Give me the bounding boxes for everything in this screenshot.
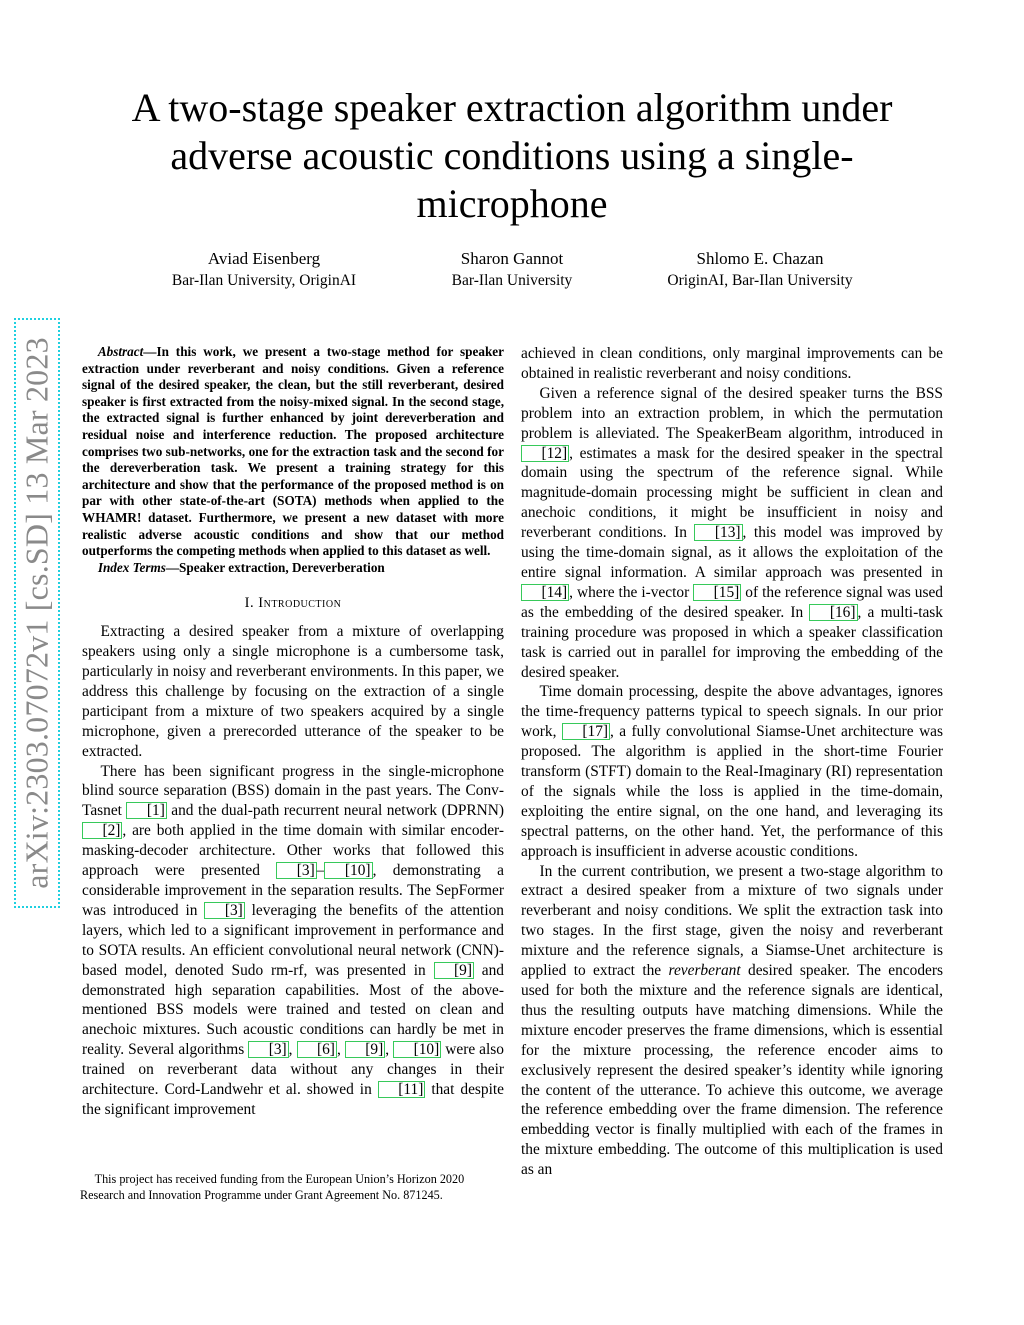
citation-link[interactable]: [12] bbox=[521, 445, 569, 462]
text-run: Given a reference signal of the desired speaker turns the BSS problem into an extraction problem, in which the permutation problem is alleviated. The SpeakerBeam algorithm, introduced in bbox=[521, 384, 943, 442]
text-run: , a multi-task training procedure was proposed in which a speaker classification task is carried out in parallel for improving the embedding of the desired speaker. bbox=[521, 603, 943, 681]
arxiv-id[interactable]: arXiv:2303.07072v1 [cs.SD] 13 Mar 2023 bbox=[18, 337, 55, 889]
citation-link[interactable]: [9] bbox=[345, 1041, 385, 1058]
text-run: , estimates a mask for the desired speaker in the spectral domain using the spectrum of the reference signal. While magnitude-domain processing might be sufficient in clean and anechoic conditions, it might be insufficient in noisy and reverberant conditions. In bbox=[521, 444, 943, 542]
right-paragraph-2 bbox=[521, 384, 943, 683]
text-run: , bbox=[385, 1041, 394, 1059]
author-affiliation: OriginAI, Bar-Ilan University bbox=[667, 272, 853, 289]
text-run: , where the i-vector bbox=[569, 583, 694, 601]
text-run: There has been significant progress in the single-microphone blind source separation (BSS) domain in the past years. The Conv-Tasnet bbox=[82, 762, 504, 820]
author-name: Sharon Gannot bbox=[460, 249, 564, 268]
section-number: I. bbox=[244, 595, 255, 612]
left-column bbox=[82, 344, 504, 1120]
citation-link[interactable]: [9] bbox=[434, 962, 474, 979]
author-name: Aviad Eisenberg bbox=[207, 249, 321, 268]
intro-paragraph-2 bbox=[82, 762, 504, 1120]
text-run: were also trained on reverberant data without any changes in their architecture. Cord-Landwehr et al. showed in bbox=[82, 1041, 504, 1099]
citation-link[interactable]: [3] bbox=[276, 862, 316, 879]
citation-link[interactable]: [11] bbox=[378, 1081, 426, 1098]
text-run: that despite the significant improvement bbox=[82, 1081, 504, 1118]
index-terms-text: —Speaker extraction, Dereverberation bbox=[165, 559, 385, 575]
text-run: of the reference signal was used as the embedding of the desired speaker. In bbox=[521, 583, 943, 621]
author-affiliation: Bar-Ilan University bbox=[451, 272, 573, 289]
text-run: , are both applied in the time domain with similar encoder-masking-decoder architecture. Other works that followed this approach were presented bbox=[82, 822, 504, 880]
arxiv-stamp[interactable] bbox=[14, 318, 60, 908]
citation-link[interactable]: [10] bbox=[393, 1041, 441, 1058]
text-run: desired speaker. The encoders used for both the mixture and the reference signals are identical, thus the resulting outputs have matching dimensions. While the mixture encoder preserves the frame dimensions, which is essential for the mixture processing, the reference encoder aims to exclusively represent the desired speaker’s identity while ignoring the content of the utterance. To achieve this outcome, we average the reference embedding over the frame dimension. The reference embedding vector is finally multiplied with each of the frames in the mixture embedding. The outcome of this multiplication is used as an bbox=[521, 962, 943, 1179]
author-name: Shlomo E. Chazan bbox=[696, 249, 824, 268]
citation-link[interactable]: [3] bbox=[248, 1041, 288, 1058]
citation-link[interactable]: [15] bbox=[693, 584, 741, 601]
text-run: Time domain processing, despite the above advantages, ignores the time-frequency patterns typical to speech signals. In our prior work, bbox=[521, 683, 943, 741]
text-run: , this model was improved by using the time-domain signal, as it allows the exploitation of the entire signal information. A similar approach was presented in bbox=[521, 524, 943, 581]
citation-link[interactable]: [3] bbox=[204, 902, 244, 919]
abstract-label: Abstract bbox=[97, 344, 144, 359]
index-terms-label: Index Terms bbox=[97, 559, 166, 575]
citation-link[interactable]: [14] bbox=[521, 584, 569, 601]
citation-link[interactable]: [17] bbox=[562, 723, 610, 740]
text-run: , a fully convolutional Siamse-Unet architecture was proposed. The algorithm is applied in the short-time Fourier transform (STFT) domain to the Real-Imaginary (RI) representation of the signals while the loss is applied in the time-domain, exploiting the entire signal, on the one hand, and leveraging its spectral patterns, on the other hand. Yet, the performance of this approach is insufficient in adverse acoustic conditions. bbox=[521, 723, 943, 860]
abstract bbox=[82, 344, 504, 560]
text-run: , demonstrating a considerable improvement in the separation results. The SepFormer was introduced in bbox=[82, 862, 504, 919]
right-paragraph-4 bbox=[521, 862, 943, 1181]
emphasis: reverberant bbox=[668, 962, 741, 980]
section-heading bbox=[82, 594, 504, 614]
citation-link[interactable]: [16] bbox=[809, 604, 857, 621]
right-column bbox=[521, 344, 943, 1180]
index-terms bbox=[82, 560, 504, 577]
section-title: Introduction bbox=[258, 595, 342, 612]
right-paragraph-3 bbox=[521, 682, 943, 861]
citation-link[interactable]: [2] bbox=[82, 822, 122, 839]
author-affiliation: Bar-Ilan University, OriginAI bbox=[171, 272, 357, 289]
text-run: – bbox=[316, 862, 325, 880]
citation-link[interactable]: [10] bbox=[324, 862, 372, 879]
citation-link[interactable]: [6] bbox=[297, 1041, 337, 1058]
text-run: and the dual-path recurrent neural network (DPRNN) bbox=[166, 802, 505, 820]
funding-footnote: This project has received funding from the European Union’s Horizon 2020 Research and Innovation Programme under Grant Agreement No. 871245. bbox=[80, 1172, 465, 1202]
text-run: and demonstrated high separation capabilities. Most of the above-mentioned BSS models were trained and tested on clean and anechoic mixtures. Such acoustic conditions can hardly be met in reality. Several algorithms bbox=[82, 961, 505, 1059]
text-run: leveraging the benefits of the attention layers, which led to a significant improvement in performance and to SOTA results. An efficient convolutional neural network (CNN)-based model, denoted Sudo rm-rf, was presented in bbox=[82, 901, 504, 979]
right-paragraph-1: achieved in clean conditions, only marginal improvements can be obtained in realistic reverberant and noisy conditions. bbox=[521, 345, 943, 382]
intro-paragraph-1: Extracting a desired speaker from a mixture of overlapping speakers using only a single microphone is a cumbersome task, particularly in noisy and reverberant environments. In this paper, we address this challenge by focusing on the extraction of a single participant from a mixture of two speakers acquired by a single microphone, given a prerecorded utterance of the speaker to be extracted. bbox=[82, 623, 504, 760]
text-run: , bbox=[336, 1041, 345, 1059]
abstract-text: —In this work, we present a two-stage method for speaker extraction under reverberant and noisy conditions. Given a reference signal of the desired speaker, the clean, but the still reverberant, desired speaker is first extracted from the noisy-mixed signal. In the second stage, the extracted signal is further enhanced by joint dereverberation and residual noise and interference reduction. The proposed architecture comprises two sub-networks, one for the extraction task and the second for the dereverberation task. We present a training strategy for this architecture and show that the performance of the proposed method is on par with other state-of-the-art (SOTA) methods when applied to the WHAMR! dataset. Furthermore, we present a new dataset with more realistic adverse acoustic conditions and show that our method outperforms the competing methods when applied to this dataset as well. bbox=[82, 344, 504, 559]
text-run: In the current contribution, we present a two-stage algorithm to extract a desired speaker from a mixture of two signals under reverberant and noisy conditions. We split the extraction task into two stages. In the first stage, given the noisy and reverberant mixture and the reference signals, a Siamse-Unet architecture is applied to extract the bbox=[521, 862, 943, 980]
citation-link[interactable]: [13] bbox=[694, 524, 742, 541]
author-3 bbox=[610, 248, 910, 292]
text-run: , bbox=[288, 1041, 297, 1059]
citation-link[interactable]: [1] bbox=[126, 802, 166, 819]
paper-title: A two-stage speaker extraction algorithm under adverse acoustic conditions using a single-microphone bbox=[131, 85, 893, 226]
